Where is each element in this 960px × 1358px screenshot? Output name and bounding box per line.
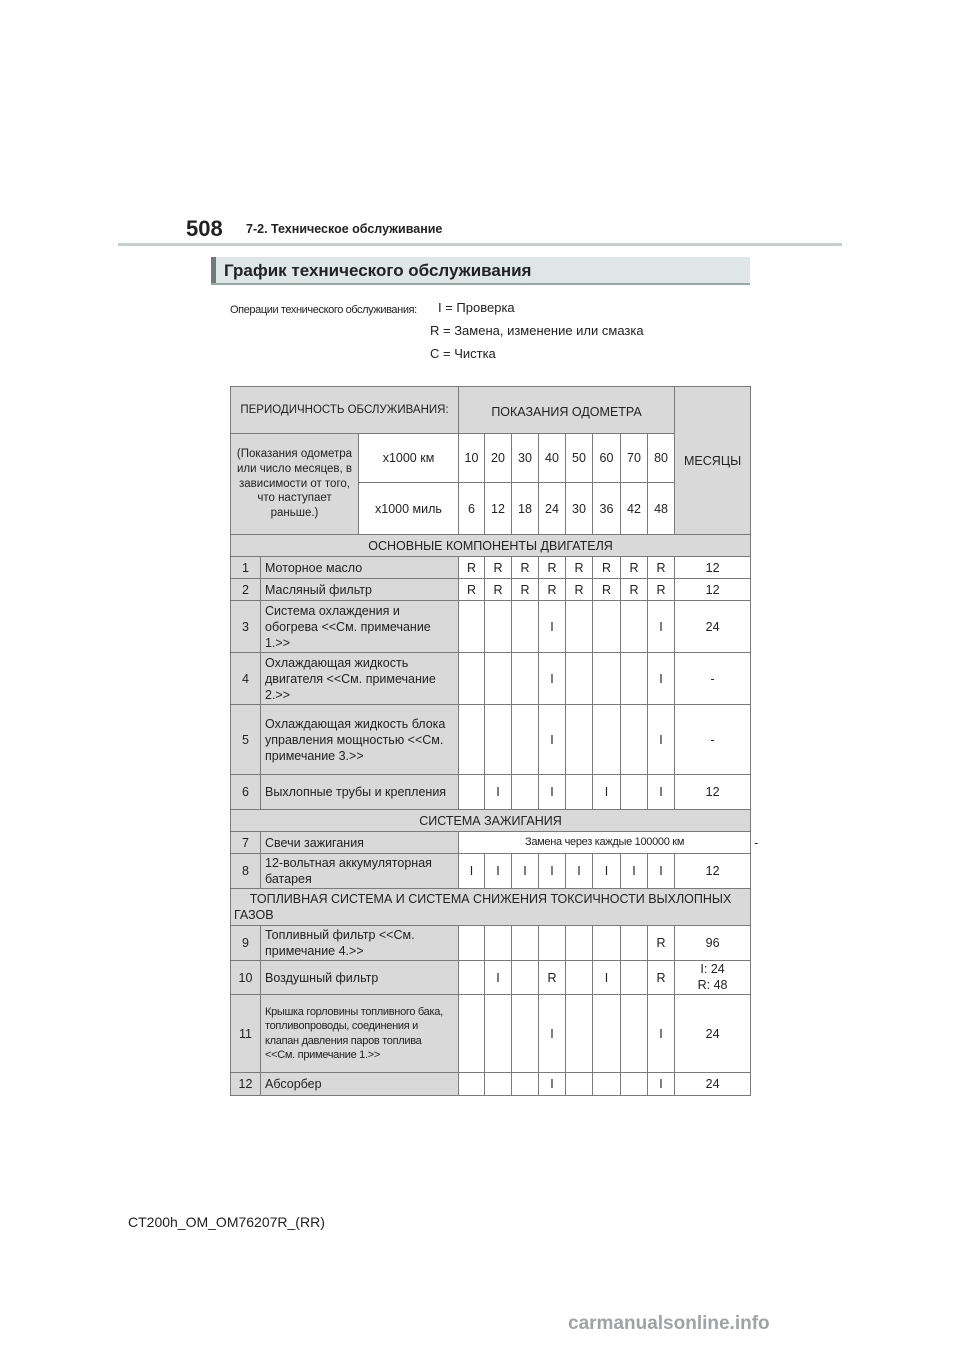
km-value: 70 — [621, 434, 648, 483]
item-number: 3 — [231, 601, 261, 652]
item-number: 12 — [231, 1073, 261, 1095]
item-number: 11 — [231, 995, 261, 1072]
item-cell — [231, 775, 459, 810]
km-value: 80 — [648, 434, 675, 483]
km-value: 60 — [593, 434, 621, 483]
schedule-mark — [512, 705, 539, 775]
schedule-mark — [566, 961, 593, 995]
schedule-mark — [459, 995, 485, 1073]
miles-value: 42 — [621, 483, 648, 535]
item-name: Выхлопные трубы и крепления — [265, 785, 447, 799]
months-value: 24 — [675, 995, 751, 1073]
schedule-mark — [512, 653, 539, 705]
schedule-mark: I — [648, 854, 675, 889]
schedule-mark — [512, 775, 539, 810]
schedule-mark: I — [648, 705, 675, 775]
item-number: 2 — [231, 579, 261, 600]
schedule-mark: I — [485, 775, 512, 810]
schedule-mark — [459, 705, 485, 775]
miles-value: 48 — [648, 483, 675, 535]
interval-span: Замена через каждые 100000 км — [459, 832, 751, 854]
schedule-mark — [459, 601, 485, 653]
schedule-mark: I — [648, 775, 675, 810]
page-heading: График технического обслуживания — [224, 261, 532, 280]
schedule-mark — [593, 653, 621, 705]
schedule-mark: I — [566, 854, 593, 889]
item-cell — [231, 557, 459, 579]
km-value: 10 — [459, 434, 485, 483]
document-code: CT200h_OM_OM76207R_(RR) — [128, 1214, 325, 1230]
km-unit: x1000 км — [359, 434, 459, 483]
item-cell — [231, 579, 459, 601]
item-name: Топливный фильтр <<См. примечание 4.>> — [265, 928, 415, 958]
schedule-mark: I — [539, 995, 566, 1073]
item-name: Охлаждающая жидкость двигателя <<См. примечание 2.>> — [265, 655, 436, 702]
section-engine: ОСНОВНЫЕ КОМПОНЕНТЫ ДВИГАТЕЛЯ — [231, 535, 751, 557]
item-cell — [231, 995, 459, 1073]
item-name: 12-вольтная аккумуляторная батарея — [265, 856, 432, 886]
schedule-mark — [485, 705, 512, 775]
schedule-mark: R — [566, 579, 593, 601]
schedule-mark: R — [621, 579, 648, 601]
months-value: 12 — [675, 854, 751, 889]
maintenance-schedule-table: ПЕРИОДИЧНОСТЬ ОБСЛУЖИВАНИЯ: ПОКАЗАНИЯ ОДОМЕТРА МЕСЯЦЫ (Показания одометра или число месяцев, в зависимости от того, что наступает раньше.) x1000 км 10 20 30 40 50 60 70 80 x1000 миль 6 12 18 24 30 36 42 48 ОСНОВНЫЕ КОМПОНЕНТЫ ДВИГАТЕЛЯ 1 Моторное масло R R R R R R R R 12 2 Масляный фильтр R R R R R R R R 12 3 Система охлаждения и обогрева <<См. примечание 1.>> I I 24 4 Охлаждающая жидкость двигателя <<См. примечание 2.>> I I - 5 Охлаждающая жидкость блока управления мощностью <<См. примечание 3.>> I I - 6 Выхлопные трубы и крепления I I I I 12 СИСТЕМА ЗАЖИГАНИЯ 7 Свечи зажигания Замена через каждые 100000 км - 8 12-вольтная аккумуляторная батарея I I I I I I I I 12 ТОПЛИВНАЯ СИСТЕМА И СИСТЕМА СНИЖЕНИЯ ТОКСИЧНОСТИ ВЫХЛОПНЫХ ГАЗОВ 9 Топливный фильтр <<См. примечание 4.>> R 96 10 Воздушный фильтр I R I R I: 24 R: 48 11 Крышка горловины топливного бака, топливопроводы, соединения и клапан давления паров топлива <<См. примечание 1.>> I I 24 12 Абсорбер I I 24 — [230, 386, 751, 1096]
schedule-mark — [621, 601, 648, 653]
schedule-mark — [512, 926, 539, 961]
odometer-label: ПОКАЗАНИЯ ОДОМЕТРА — [459, 387, 675, 434]
months-value: 24 — [675, 1073, 751, 1096]
schedule-mark — [512, 961, 539, 995]
item-name: Охлаждающая жидкость блока управления мощностью <<См. примечание 3.>> — [265, 716, 446, 763]
schedule-mark: R — [648, 557, 675, 579]
item-cell — [231, 1073, 459, 1096]
heading-accent — [211, 257, 216, 283]
miles-value: 30 — [566, 483, 593, 535]
schedule-mark — [621, 705, 648, 775]
schedule-mark — [539, 926, 566, 961]
item-name: Масляный фильтр — [265, 582, 372, 597]
item-cell — [231, 705, 459, 775]
schedule-mark: R — [648, 579, 675, 601]
schedule-mark: R — [648, 926, 675, 961]
schedule-mark: I — [593, 961, 621, 995]
schedule-mark: R — [621, 557, 648, 579]
miles-value: 18 — [512, 483, 539, 535]
schedule-mark: R — [512, 557, 539, 579]
item-cell — [231, 601, 459, 653]
schedule-mark: R — [539, 557, 566, 579]
schedule-mark: I — [648, 1073, 675, 1096]
legend-replace: R = Замена, изменение или смазка — [430, 323, 644, 338]
months-value: 24 — [675, 601, 751, 653]
header-rule — [118, 243, 842, 246]
schedule-mark: I — [539, 653, 566, 705]
schedule-mark: R — [459, 557, 485, 579]
schedule-mark — [593, 1073, 621, 1096]
item-number: 10 — [231, 961, 261, 994]
schedule-mark: I — [648, 653, 675, 705]
schedule-mark — [485, 995, 512, 1073]
schedule-mark: R — [593, 557, 621, 579]
km-value: 20 — [485, 434, 512, 483]
schedule-mark: I — [593, 775, 621, 810]
section-title: 7-2. Техническое обслуживание — [246, 222, 443, 236]
km-value: 30 — [512, 434, 539, 483]
km-value: 50 — [566, 434, 593, 483]
schedule-mark: I — [648, 601, 675, 653]
watermark: carmanualsonline.info — [568, 1313, 770, 1334]
schedule-mark — [621, 961, 648, 995]
item-name: Моторное масло — [265, 560, 363, 575]
legend-clean: C = Чистка — [430, 346, 496, 361]
schedule-mark: I — [648, 995, 675, 1073]
note-cell: (Показания одометра или число месяцев, в зависимости от того, что наступает раньше.) — [231, 434, 359, 535]
heading-bar — [211, 257, 750, 285]
schedule-mark — [621, 653, 648, 705]
schedule-mark — [621, 1073, 648, 1096]
schedule-mark — [566, 705, 593, 775]
schedule-mark — [485, 601, 512, 653]
schedule-mark — [459, 926, 485, 961]
item-name: Система охлаждения и обогрева <<См. примечание 1.>> — [265, 603, 431, 650]
schedule-mark: R — [648, 961, 675, 995]
schedule-mark — [621, 995, 648, 1073]
schedule-mark: I — [485, 961, 512, 995]
schedule-mark: R — [566, 557, 593, 579]
item-number: 8 — [231, 854, 261, 888]
schedule-mark — [593, 926, 621, 961]
miles-value: 24 — [539, 483, 566, 535]
schedule-mark — [459, 775, 485, 810]
item-number: 1 — [231, 557, 261, 578]
months-value: I: 24 R: 48 — [675, 961, 751, 995]
schedule-mark: I — [621, 854, 648, 889]
schedule-mark — [566, 653, 593, 705]
item-number: 5 — [231, 705, 261, 774]
section-ignition: СИСТЕМА ЗАЖИГАНИЯ — [231, 810, 751, 832]
schedule-mark: R — [593, 579, 621, 601]
schedule-mark: I — [459, 854, 485, 889]
period-label: ПЕРИОДИЧНОСТЬ ОБСЛУЖИВАНИЯ: — [231, 387, 459, 434]
section-fuel: ТОПЛИВНАЯ СИСТЕМА И СИСТЕМА СНИЖЕНИЯ ТОКСИЧНОСТИ ВЫХЛОПНЫХ ГАЗОВ — [231, 889, 751, 926]
schedule-mark: I — [539, 1073, 566, 1096]
months-value: - — [675, 705, 751, 775]
item-cell — [231, 961, 459, 995]
months-value: 12 — [675, 557, 751, 579]
legend-label: Операции технического обслуживания: — [230, 304, 417, 316]
schedule-mark — [485, 653, 512, 705]
item-number: 6 — [231, 775, 261, 809]
schedule-mark — [485, 926, 512, 961]
months-value: 96 — [675, 926, 751, 961]
schedule-mark: R — [485, 579, 512, 601]
schedule-mark: R — [539, 579, 566, 601]
schedule-mark — [593, 705, 621, 775]
miles-value: 12 — [485, 483, 512, 535]
months-value: 12 — [675, 579, 751, 601]
miles-unit: x1000 миль — [359, 483, 459, 535]
schedule-mark: R — [512, 579, 539, 601]
schedule-mark: R — [539, 961, 566, 995]
schedule-mark — [566, 926, 593, 961]
item-cell — [231, 854, 459, 889]
schedule-mark: R — [485, 557, 512, 579]
schedule-mark — [459, 961, 485, 995]
schedule-mark: I — [539, 775, 566, 810]
km-value: 40 — [539, 434, 566, 483]
miles-value: 6 — [459, 483, 485, 535]
schedule-mark — [593, 995, 621, 1073]
schedule-mark: I — [539, 601, 566, 653]
schedule-mark — [621, 926, 648, 961]
schedule-mark — [512, 995, 539, 1073]
item-number: 9 — [231, 926, 261, 960]
schedule-mark: I — [485, 854, 512, 889]
item-name: Крышка горловины топливного бака, топливопроводы, соединения и клапан давления паров топлива <<См. примечание 1.>> — [265, 1006, 443, 1061]
schedule-mark — [485, 1073, 512, 1096]
schedule-mark: R — [459, 579, 485, 601]
months-value: - — [675, 653, 751, 705]
schedule-mark — [459, 1073, 485, 1096]
schedule-mark — [621, 775, 648, 810]
item-number: 4 — [231, 653, 261, 704]
schedule-mark: I — [593, 854, 621, 889]
item-name: Воздушный фильтр — [265, 970, 379, 985]
miles-value: 36 — [593, 483, 621, 535]
schedule-mark — [566, 601, 593, 653]
schedule-mark: I — [539, 705, 566, 775]
item-name: Свечи зажигания — [265, 835, 364, 850]
schedule-mark — [566, 1073, 593, 1096]
schedule-mark — [566, 775, 593, 810]
item-cell — [231, 926, 459, 961]
item-number: 7 — [231, 832, 261, 853]
schedule-mark — [566, 995, 593, 1073]
months-header: МЕСЯЦЫ — [675, 387, 751, 535]
item-cell — [231, 832, 459, 854]
schedule-mark: I — [512, 854, 539, 889]
legend-inspect: I = Проверка — [438, 300, 515, 315]
page-number: 508 — [186, 216, 223, 241]
item-cell — [231, 653, 459, 705]
schedule-mark — [512, 601, 539, 653]
schedule-mark — [459, 653, 485, 705]
schedule-mark — [512, 1073, 539, 1096]
schedule-mark — [593, 601, 621, 653]
item-name: Абсорбер — [265, 1077, 322, 1091]
months-value: 12 — [675, 775, 751, 810]
schedule-mark: I — [539, 854, 566, 889]
